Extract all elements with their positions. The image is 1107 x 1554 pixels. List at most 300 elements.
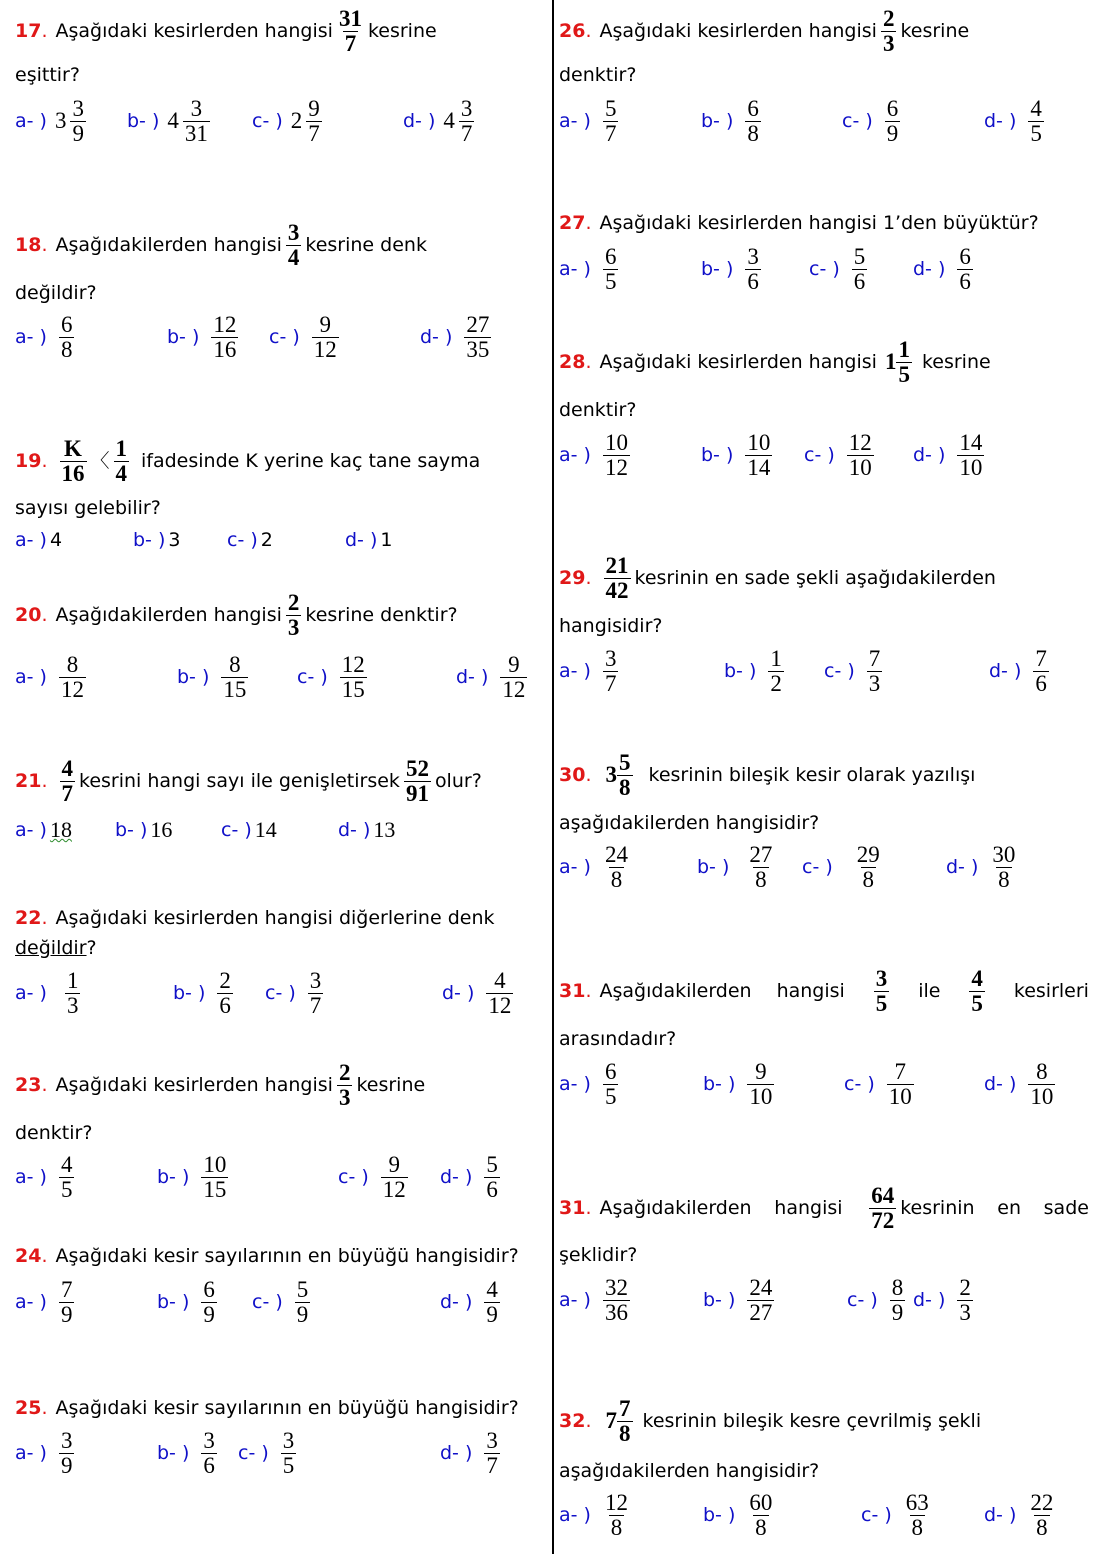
text: denktir?: [559, 64, 637, 86]
numerator: 7: [1035, 645, 1047, 671]
whole-number: 2: [290, 108, 303, 133]
option-c[interactable]: [824, 646, 886, 696]
numerator: 3: [203, 1427, 215, 1453]
numerator: 21: [605, 552, 629, 578]
option-c[interactable]: [802, 842, 886, 892]
option-fraction: [603, 97, 619, 146]
option-fraction: [747, 1060, 774, 1109]
denominator: 7: [309, 992, 322, 1018]
numerator: 9: [308, 95, 320, 121]
numerator: 5: [296, 1276, 309, 1302]
option-fraction: [1028, 97, 1044, 146]
numerator: 5: [604, 95, 617, 121]
text: .: [585, 1197, 592, 1219]
option-c[interactable]: [227, 515, 273, 565]
denominator: 5: [875, 990, 888, 1016]
option-fraction: [59, 1153, 75, 1202]
option-d[interactable]: [913, 1275, 977, 1325]
question-number: 19: [15, 450, 42, 472]
option-fraction: [381, 1153, 408, 1202]
denominator: 3: [287, 614, 300, 640]
numerator: 6: [959, 243, 971, 269]
option-fraction: [603, 647, 619, 696]
denominator: 16: [61, 460, 85, 486]
option-fraction: [603, 431, 630, 480]
option-b[interactable]: [127, 96, 214, 146]
option-b[interactable]: [697, 842, 778, 892]
option-label: d- ): [984, 110, 1017, 132]
question-text: kesrinin bileşik kesre çevrilmiş şekli: [642, 1410, 982, 1432]
numerator: 52: [405, 755, 429, 781]
denominator: 14: [747, 454, 771, 480]
option-label: b- ): [133, 529, 166, 551]
question-text: Aşağıdakilerden hangisi: [55, 604, 282, 626]
question-text: Aşağıdakilerden hangisi: [55, 234, 282, 256]
option-fraction: [464, 313, 491, 362]
denominator: 4: [115, 460, 128, 486]
denominator: 8: [610, 866, 623, 892]
option-label: a- ): [15, 819, 47, 841]
option-a[interactable]: [559, 430, 634, 480]
question-text-line2: eşittir?: [15, 64, 80, 86]
text: 18: [49, 817, 72, 842]
option-a[interactable]: [15, 805, 72, 855]
numerator: 10: [604, 429, 628, 455]
numerator: 2: [338, 1059, 351, 1085]
denominator: 16: [213, 336, 237, 362]
option-c[interactable]: [338, 1152, 412, 1202]
option-d[interactable]: [984, 1490, 1059, 1540]
denominator: 9: [486, 1301, 498, 1327]
option-d[interactable]: [442, 968, 517, 1018]
numerator: 6: [60, 311, 73, 337]
option-d[interactable]: [345, 515, 392, 565]
denominator: 3: [66, 992, 79, 1018]
option-label: d- ): [946, 856, 979, 878]
option-c[interactable]: [252, 96, 326, 146]
question-number: 23: [15, 1074, 42, 1096]
option-b[interactable]: [133, 515, 180, 565]
option-c[interactable]: [804, 430, 878, 480]
option-label: c- ): [265, 982, 296, 1004]
text: 2: [260, 529, 273, 551]
option-c[interactable]: [861, 1490, 935, 1540]
option-a[interactable]: [559, 244, 622, 294]
text: .: [41, 234, 48, 256]
option-label: c- ): [804, 444, 835, 466]
fraction: [604, 554, 631, 603]
numerator: 3: [460, 95, 473, 121]
denominator: 10: [1030, 1083, 1054, 1109]
option-c[interactable]: [809, 244, 871, 294]
numerator: 3: [486, 1427, 498, 1453]
option-c[interactable]: [842, 96, 904, 146]
option-label: a- ): [15, 982, 47, 1004]
whole-number: 3: [605, 762, 617, 787]
text: hangisidir?: [559, 615, 663, 637]
option-label: d- ): [442, 982, 475, 1004]
option-fraction: [221, 653, 248, 702]
whole-number: 7: [605, 1408, 617, 1433]
option-fraction: [211, 313, 238, 362]
denominator: 8: [619, 1420, 631, 1446]
option-fraction: [484, 1278, 500, 1327]
option-a[interactable]: [15, 1428, 78, 1478]
numerator: 12: [213, 311, 237, 337]
denominator: 9: [886, 120, 899, 146]
option-label: b- ): [157, 1166, 190, 1188]
option-label: d- ): [420, 326, 453, 348]
option-label: b- ): [697, 856, 730, 878]
text: kesrine: [356, 1074, 426, 1096]
option-fraction: [603, 1276, 630, 1325]
text: sayısı gelebilir?: [15, 497, 161, 519]
numerator: 29: [856, 841, 880, 867]
whole-number: 3: [54, 108, 67, 133]
option-label: a- ): [15, 326, 47, 348]
numerator: 5: [619, 749, 631, 775]
option-label: c- ): [844, 1073, 875, 1095]
option-label: c- ): [809, 258, 840, 280]
text: .: [585, 764, 592, 786]
option-d[interactable]: [420, 312, 495, 362]
option-d[interactable]: [440, 1428, 504, 1478]
text: olur?: [434, 770, 482, 792]
denominator: 6: [853, 268, 866, 294]
denominator: 5: [1030, 120, 1042, 146]
option-fraction: [59, 1278, 75, 1327]
whole-number: 1: [884, 349, 897, 374]
numerator: 10: [203, 1151, 227, 1177]
denominator: 4: [287, 244, 300, 270]
numerator: K: [64, 435, 82, 461]
numerator: 7: [619, 1395, 631, 1421]
option-b[interactable]: [157, 1428, 221, 1478]
numerator: 2: [882, 5, 895, 31]
option-a[interactable]: [559, 1490, 634, 1540]
option-label: d- ): [440, 1442, 473, 1464]
text: 13: [373, 817, 396, 842]
denominator: 7: [344, 30, 357, 56]
denominator: 3: [882, 30, 895, 56]
text: 3: [168, 529, 181, 551]
denominator: 10: [959, 454, 983, 480]
option-a[interactable]: [559, 1275, 634, 1325]
denominator: 5: [282, 1452, 295, 1478]
numerator: 24: [749, 1274, 773, 1300]
denominator: 31: [184, 120, 208, 146]
denominator: 6: [486, 1176, 498, 1202]
option-d[interactable]: [984, 1059, 1059, 1109]
numerator: 7: [868, 645, 881, 671]
option-fraction: [603, 1060, 619, 1109]
question-text: kesrini hangi sayı ile genişletirsek: [79, 770, 400, 792]
option-a[interactable]: [15, 1152, 78, 1202]
numerator: 3: [875, 965, 888, 991]
fraction: [60, 437, 87, 486]
option-fraction: [59, 1429, 75, 1478]
option-fraction: [484, 1153, 500, 1202]
option-a[interactable]: [15, 515, 62, 565]
whole-number: 4: [443, 108, 455, 133]
option-label: b- ): [167, 326, 200, 348]
option-fraction: [59, 313, 75, 362]
numerator: 32: [604, 1274, 628, 1300]
option-fraction: [745, 431, 772, 480]
option-fraction: [486, 969, 513, 1018]
denominator: 8: [1036, 1514, 1048, 1540]
fraction: [114, 437, 130, 486]
option-fraction: [957, 1276, 973, 1325]
denominator: 6: [203, 1452, 215, 1478]
text: en: [997, 1197, 1021, 1219]
text: .: [41, 770, 48, 792]
numerator: 31: [338, 5, 362, 31]
option-b[interactable]: [173, 968, 237, 1018]
question-number: 20: [15, 604, 42, 626]
numerator: 12: [341, 651, 365, 677]
option-b[interactable]: [724, 646, 788, 696]
numerator: 3: [287, 219, 300, 245]
option-b[interactable]: [703, 1059, 778, 1109]
option-fraction: [201, 1153, 228, 1202]
text: .: [585, 980, 592, 1002]
option-fraction: [312, 313, 339, 362]
option-label: a- ): [559, 444, 591, 466]
option-c[interactable]: [847, 1275, 909, 1325]
option-b[interactable]: [703, 1490, 778, 1540]
numerator: 4: [1030, 95, 1042, 121]
option-fraction: [885, 97, 901, 146]
option-label: b- ): [127, 110, 160, 132]
denominator: 15: [223, 676, 247, 702]
text: .: [41, 1397, 48, 1419]
option-fraction: [201, 1278, 217, 1327]
option-a[interactable]: [15, 652, 90, 702]
option-b[interactable]: [157, 1152, 232, 1202]
column-divider: [552, 0, 554, 1554]
question-text: Aşağıdaki kesirlerden hangisi: [55, 20, 333, 42]
option-label: c- ): [824, 660, 855, 682]
text: ile: [918, 980, 941, 1002]
numerator: 9: [388, 1151, 401, 1177]
option-d[interactable]: [913, 244, 977, 294]
option-a[interactable]: [559, 96, 622, 146]
question-text: Aşağıdakilerden: [599, 1197, 752, 1219]
option-fraction: [340, 653, 367, 702]
option-label: a- ): [559, 856, 591, 878]
numerator: 1: [115, 435, 128, 461]
question-number: 24: [15, 1245, 42, 1267]
option-label: c- ): [338, 1166, 369, 1188]
denominator: 27: [749, 1299, 773, 1325]
option-a[interactable]: [559, 646, 622, 696]
option-d[interactable]: [989, 646, 1053, 696]
question-number: 29: [559, 567, 586, 589]
denominator: 8: [998, 866, 1010, 892]
option-fraction: [70, 97, 86, 146]
numerator: 12: [848, 429, 872, 455]
option-fraction: [747, 1491, 774, 1540]
option-fraction: [990, 843, 1017, 892]
option-fraction: [183, 97, 210, 146]
fraction: [969, 967, 985, 1016]
denominator: 36: [604, 1299, 628, 1325]
numerator: 4: [486, 1276, 498, 1302]
denominator: 6: [219, 992, 231, 1018]
option-fraction: [295, 1278, 311, 1327]
option-d[interactable]: [440, 1277, 504, 1327]
text: denktir?: [559, 399, 637, 421]
option-c[interactable]: [265, 968, 327, 1018]
denominator: 5: [898, 361, 910, 387]
option-fraction: [603, 843, 630, 892]
numerator: 2: [219, 967, 231, 993]
numerator: 63: [905, 1489, 929, 1515]
denominator: 8: [862, 866, 875, 892]
denominator: 6: [959, 268, 971, 294]
numerator: 10: [747, 429, 771, 455]
text: değildir: [15, 937, 87, 959]
question-number: 31: [559, 980, 586, 1002]
question-number: 31: [559, 1197, 586, 1219]
option-b[interactable]: [701, 96, 765, 146]
fraction: [404, 757, 431, 806]
denominator: 8: [60, 336, 73, 362]
numerator: 1: [770, 645, 782, 671]
option-a[interactable]: [559, 842, 634, 892]
option-d[interactable]: [984, 96, 1048, 146]
denominator: 91: [405, 780, 429, 806]
numerator: 7: [894, 1058, 907, 1084]
option-fraction: [890, 1276, 906, 1325]
text: şeklidir?: [559, 1244, 638, 1266]
option-fraction: [217, 969, 233, 1018]
text: .: [585, 212, 592, 234]
question-number: 27: [559, 212, 586, 234]
denominator: 42: [605, 577, 629, 603]
option-b[interactable]: [157, 1277, 221, 1327]
option-fraction: [852, 245, 868, 294]
question-number: 32: [559, 1410, 586, 1432]
denominator: 9: [891, 1299, 904, 1325]
denominator: 2: [770, 670, 782, 696]
option-label: b- ): [703, 1289, 736, 1311]
text: 〈: [90, 450, 110, 472]
text: .: [585, 567, 592, 589]
text: kesrine: [367, 20, 437, 42]
denominator: 12: [502, 676, 526, 702]
text: .: [41, 1245, 48, 1267]
text: değildir?: [15, 282, 97, 304]
denominator: 7: [486, 1452, 498, 1478]
question-text: Aşağıdaki kesirlerden hangisi: [55, 1074, 333, 1096]
option-b[interactable]: [115, 805, 172, 855]
whole-number: 4: [167, 108, 179, 133]
numerator: 9: [319, 311, 332, 337]
option-a[interactable]: [559, 1059, 622, 1109]
option-d[interactable]: [456, 652, 531, 702]
option-label: b- ): [173, 982, 206, 1004]
option-label: b- ): [703, 1073, 736, 1095]
fraction: [617, 751, 633, 800]
denominator: 5: [60, 1176, 73, 1202]
option-d[interactable]: [946, 842, 1021, 892]
numerator: 27: [749, 841, 773, 867]
denominator: 72: [871, 1207, 895, 1233]
option-fraction: [603, 245, 619, 294]
denominator: 8: [911, 1514, 924, 1540]
fraction: [874, 967, 890, 1016]
option-c[interactable]: [221, 805, 277, 855]
text: 1: [380, 529, 393, 551]
option-b[interactable]: [167, 312, 242, 362]
option-label: c- ): [227, 529, 258, 551]
option-a[interactable]: [15, 1277, 78, 1327]
option-label: a- ): [15, 1166, 47, 1188]
option-c[interactable]: [252, 1277, 314, 1327]
option-label: c- ): [269, 326, 300, 348]
option-b[interactable]: [177, 652, 252, 702]
option-a[interactable]: [15, 96, 90, 146]
option-b[interactable]: [703, 1275, 778, 1325]
option-c[interactable]: [844, 1059, 918, 1109]
option-a[interactable]: [15, 968, 84, 1018]
option-fraction: [65, 969, 81, 1018]
question-text: kesrinin en sade şekli aşağıdakilerden: [634, 567, 996, 589]
text: aşağıdakilerden hangisidir?: [559, 1460, 820, 1482]
option-b[interactable]: [701, 430, 776, 480]
numerator: 5: [853, 243, 866, 269]
fraction: [869, 1184, 896, 1233]
option-label: c- ): [238, 1442, 269, 1464]
option-fraction: [1028, 1491, 1055, 1540]
fraction: [617, 1397, 633, 1446]
option-b[interactable]: [701, 244, 765, 294]
denominator: 12: [488, 992, 512, 1018]
text: .: [41, 20, 48, 42]
option-d[interactable]: [913, 430, 988, 480]
option-label: a- ): [559, 258, 591, 280]
denominator: 15: [341, 676, 365, 702]
numerator: 30: [992, 841, 1016, 867]
option-label: c- ): [297, 666, 328, 688]
denominator: 10: [888, 1083, 912, 1109]
question-number: 22: [15, 907, 42, 929]
option-fraction: [281, 1429, 297, 1478]
option-a[interactable]: [15, 312, 78, 362]
numerator: 1: [66, 967, 79, 993]
denominator: 7: [604, 670, 617, 696]
option-c[interactable]: [238, 1428, 300, 1478]
denominator: 7: [61, 780, 73, 806]
option-d[interactable]: [338, 805, 395, 855]
option-fraction: [500, 653, 527, 702]
question-text: Aşağıdaki kesir sayılarının en büyüğü hangisidir?: [55, 1397, 519, 1419]
denominator: 12: [382, 1176, 406, 1202]
text: kesirleri: [1013, 980, 1089, 1002]
option-c[interactable]: [269, 312, 343, 362]
option-label: d- ): [984, 1504, 1017, 1526]
option-c[interactable]: [297, 652, 371, 702]
denominator: 9: [296, 1301, 309, 1327]
numerator: 3: [60, 1427, 73, 1453]
option-d[interactable]: [440, 1152, 504, 1202]
option-fraction: [887, 1060, 914, 1109]
option-label: b- ): [701, 258, 734, 280]
option-d[interactable]: [403, 96, 478, 146]
denominator: 8: [619, 774, 631, 800]
